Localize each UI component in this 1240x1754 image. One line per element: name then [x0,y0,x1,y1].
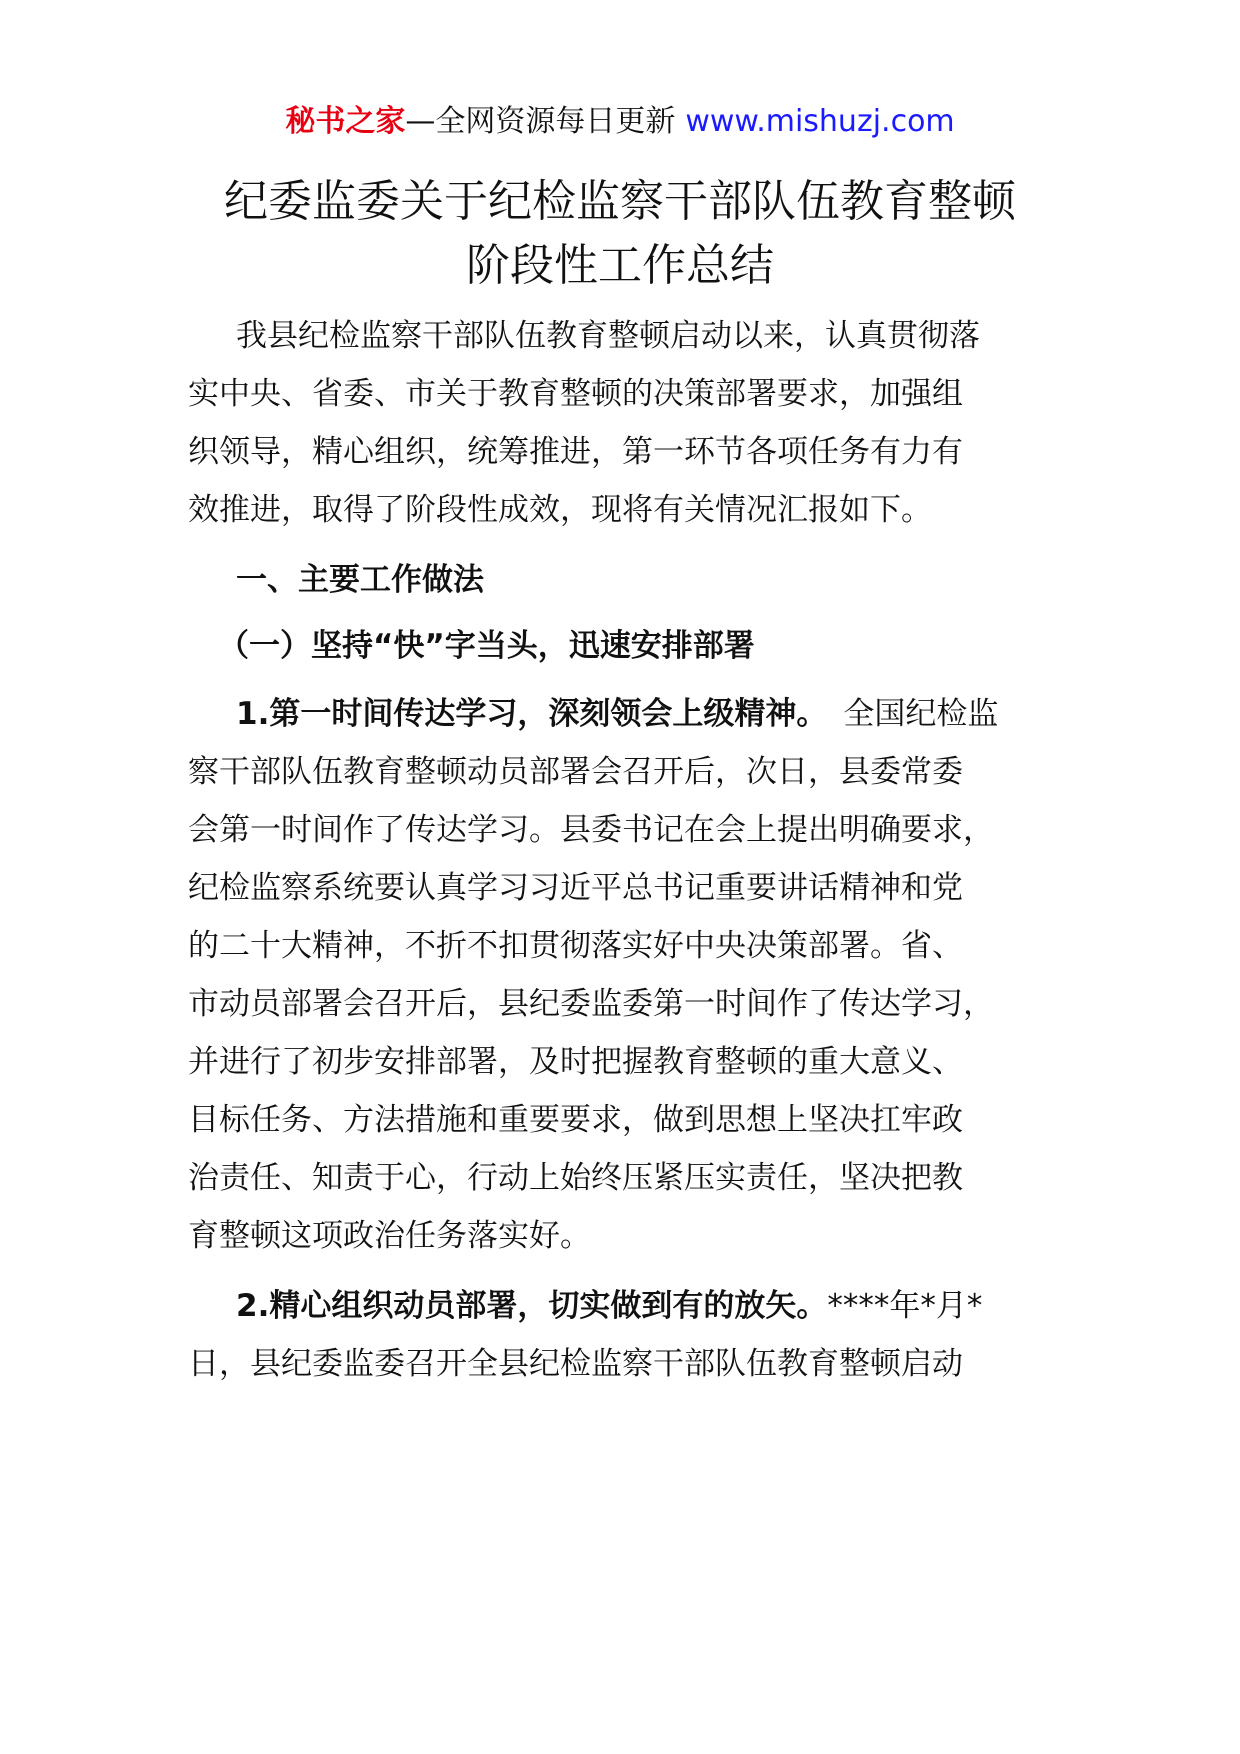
paragraph-line: 治责任、知责于心，行动上始终压紧压实责任，坚决把教 [188,1160,963,1196]
paragraph-line: 并进行了初步安排部署，及时把握教育整顿的重大意义、 [188,1044,963,1080]
item-heading: 1.第一时间传达学习，深刻领会上级精神。 [236,696,828,732]
paragraph-line: 育整顿这项政治任务落实好。 [188,1218,591,1254]
paragraph-line: 我县纪检监察干部队伍教育整顿启动以来，认真贯彻落 [236,318,980,354]
paragraph-line: 会第一时间作了传达学习。县委书记在会上提出明确要求， [188,812,994,848]
item-heading-line [236,694,998,734]
paragraph-line: 纪检监察系统要认真学习习近平总书记重要讲话精神和党 [188,870,963,906]
paragraph-line: 市动员部署会召开后，县纪委监委第一时间作了传达学习， [188,986,994,1022]
page-header [0,102,1240,142]
paragraph-line: 察干部队伍教育整顿动员部署会召开后，次日，县委常委 [188,754,963,790]
paragraph-line: 目标任务、方法措施和重要要求，做到思想上坚决扛牢政 [188,1102,963,1138]
item-text: 全国纪检监 [843,696,999,732]
item-heading-line [236,1286,982,1326]
document-title-line-2: 阶段性工作总结 [466,240,774,291]
document-title-line-1: 纪委监委关于纪检监察干部队伍教育整顿 [224,176,1016,227]
section-heading: 一、主要工作做法 [236,562,484,598]
paragraph-line: 织领导，精心组织，统筹推进，第一环节各项任务有力有 [188,434,963,470]
header-slogan: —全网资源每日更新 [405,104,676,139]
subsection-heading: （一）坚持“快”字当头，迅速安排部署 [218,628,755,664]
brand-name: 秘书之家 [285,104,406,139]
paragraph-line: 效推进，取得了阶段性成效，现将有关情况汇报如下。 [188,492,932,528]
website-link[interactable]: www.mishuzj.com [685,104,955,139]
paragraph-line: 的二十大精神，不折不扣贯彻落实好中央决策部署。省、 [188,928,963,964]
item-text: ****年*月* [827,1288,983,1324]
item-heading: 2.精心组织动员部署，切实做到有的放矢。 [236,1288,828,1324]
paragraph-line: 实中央、省委、市关于教育整顿的决策部署要求，加强组 [188,376,963,412]
paragraph-line: 日，县纪委监委召开全县纪检监察干部队伍教育整顿启动 [188,1346,963,1382]
